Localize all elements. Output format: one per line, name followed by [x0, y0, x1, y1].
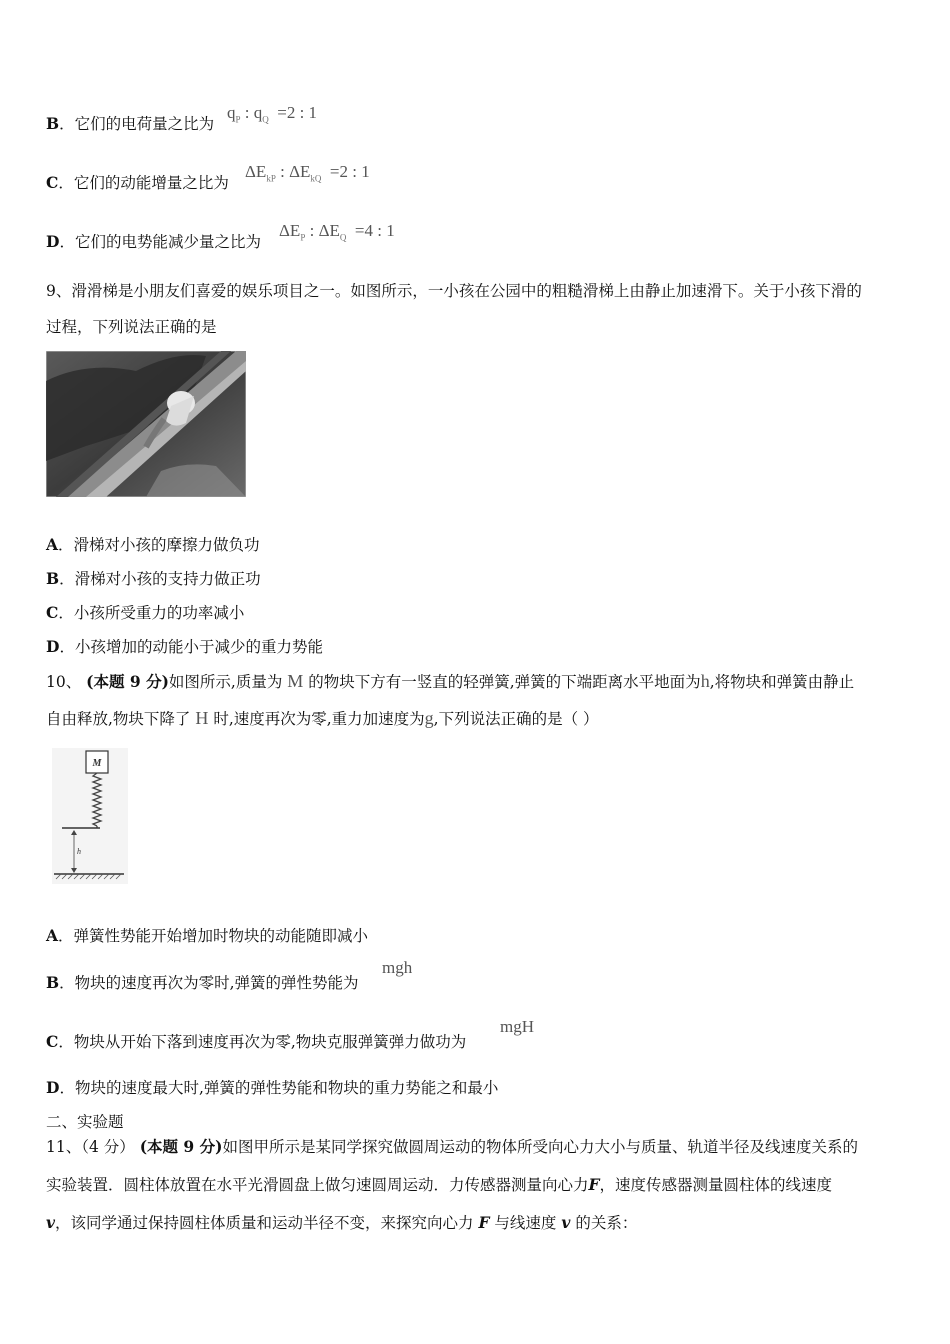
formula-kinetic-ratio: $\Delta E_{kP}$ : $\Delta E_{kQ} =2$ : 1 [245, 162, 370, 184]
option-letter: C [46, 173, 59, 192]
option-text: ．它们的电荷量之比为 [59, 115, 215, 133]
q9-option-c [46, 603, 244, 623]
option-text: ．物块的速度再次为零时,弹簧的弹性势能为 [59, 974, 359, 992]
option-text: ．物块的速度最大时,弹簧的弹性势能和物块的重力势能之和最小 [59, 1079, 499, 1097]
q10-b-formula: mgh [382, 958, 413, 977]
option-text: ．滑梯对小孩的摩擦力做负功 [58, 536, 260, 554]
symbol-F: F [478, 1213, 490, 1232]
option-text: ．物块从开始下落到速度再次为零,物块克服弹簧弹力做功为 [58, 1033, 467, 1051]
stem-text: 如图所示,质量为 [168, 673, 283, 691]
option-text: ．它们的电势能减少量之比为 [59, 233, 261, 251]
q9-stem-line2: 过程，下列说法正确的是 [46, 318, 217, 336]
q10-option-c [46, 1032, 466, 1052]
spring-diagram-svg [52, 748, 128, 884]
option-letter: D [46, 1078, 60, 1097]
option-letter: C [46, 1032, 59, 1051]
q8-option-c [46, 173, 229, 193]
option-text: ．小孩增加的动能小于减少的重力势能 [59, 638, 323, 656]
stem-text: 实验装置．圆柱体放置在水平光滑圆盘上做匀速圆周运动．力传感器测量向心力 [46, 1176, 589, 1194]
stem-text: 的物块下方有一竖直的轻弹簧,弹簧的下端距离水平地面为 [308, 673, 701, 691]
q10-c-formula: mgH [500, 1017, 534, 1036]
option-text: ．它们的动能增量之比为 [58, 174, 229, 192]
stem-text: ，速度传感器测量圆柱体的线速度 [599, 1176, 833, 1194]
option-text: ．弹簧性势能开始增加时物块的动能随即减小 [58, 927, 369, 945]
symbol-H: H [195, 708, 209, 728]
q11-stem-line1 [46, 1137, 858, 1157]
option-letter: A [46, 535, 59, 554]
q10-option-b [46, 973, 359, 993]
slide-photo [46, 351, 246, 497]
stem-text: 的关系： [575, 1214, 638, 1232]
option-letter: D [46, 232, 60, 251]
stem-text: 如图甲所示是某同学探究做圆周运动的物体所受向心力大小与质量、轨道半径及线速度关系的 [222, 1138, 858, 1156]
question-score-tag: (本题 9 分) [86, 672, 169, 691]
section-heading: 二、实验题 [46, 1113, 124, 1131]
q8-option-d [46, 232, 261, 252]
q8-option-b [46, 114, 214, 134]
option-letter: B [46, 569, 60, 588]
q9-option-d [46, 637, 323, 657]
formula-potential-ratio: $\Delta E_P$ : $\Delta E_Q =4$ : 1 [279, 221, 395, 243]
symbol-h: h [700, 671, 710, 691]
question-score-tag: (本题 9 分) [139, 1137, 223, 1156]
q11-stem-line2 [46, 1175, 832, 1195]
q10-option-a [46, 926, 368, 946]
symbol-v: v [561, 1213, 571, 1232]
q9-option-b [46, 569, 261, 589]
stem-text: 与线速度 [494, 1214, 557, 1232]
question-number: 10、 [46, 673, 82, 691]
q11-stem-line3 [46, 1213, 637, 1233]
q10-option-d [46, 1078, 498, 1098]
q10-stem-line2 [46, 708, 599, 729]
question-number: 11、（4 分） [46, 1138, 135, 1156]
symbol-F: F [588, 1175, 600, 1194]
option-letter: B [46, 973, 60, 992]
option-letter: C [46, 603, 59, 622]
formula-charge-ratio: $q_P$ : $q_Q =2$ : 1 [227, 103, 318, 125]
q8-d-formula [279, 221, 395, 242]
stem-text: 自由释放,物块下降了 [46, 710, 191, 728]
height-label: h [77, 847, 81, 856]
stem-text: ,将物块和弹簧由静止 [709, 673, 855, 691]
option-text: ．小孩所受重力的功率减小 [58, 604, 245, 622]
symbol-M: M [287, 671, 304, 691]
option-letter: D [46, 637, 60, 656]
q8-b-formula [227, 103, 317, 124]
symbol-g: g [424, 708, 434, 728]
stem-text: ,下列说法正确的是（ ） [433, 710, 599, 728]
stem-text: ，该同学通过保持圆柱体质量和运动半径不变，来探究向心力 [55, 1214, 474, 1232]
slide-photo-image [46, 351, 246, 497]
option-text: ．滑梯对小孩的支持力做正功 [59, 570, 261, 588]
q9-stem-line1: 9、滑滑梯是小朋友们喜爱的娱乐项目之一。如图所示，一小孩在公园中的粗糙滑梯上由静止加速滑下。关于小孩下滑的 [46, 282, 862, 300]
option-letter: A [46, 926, 59, 945]
spring-block-diagram [52, 748, 128, 884]
stem-text: 时,速度再次为零,重力加速度为 [213, 710, 425, 728]
q10-stem-line1 [46, 671, 854, 692]
symbol-v: v [46, 1213, 56, 1232]
q8-c-formula [245, 162, 370, 183]
block-label: M [92, 758, 102, 769]
q9-option-a [46, 535, 260, 555]
option-letter: B [46, 114, 60, 133]
